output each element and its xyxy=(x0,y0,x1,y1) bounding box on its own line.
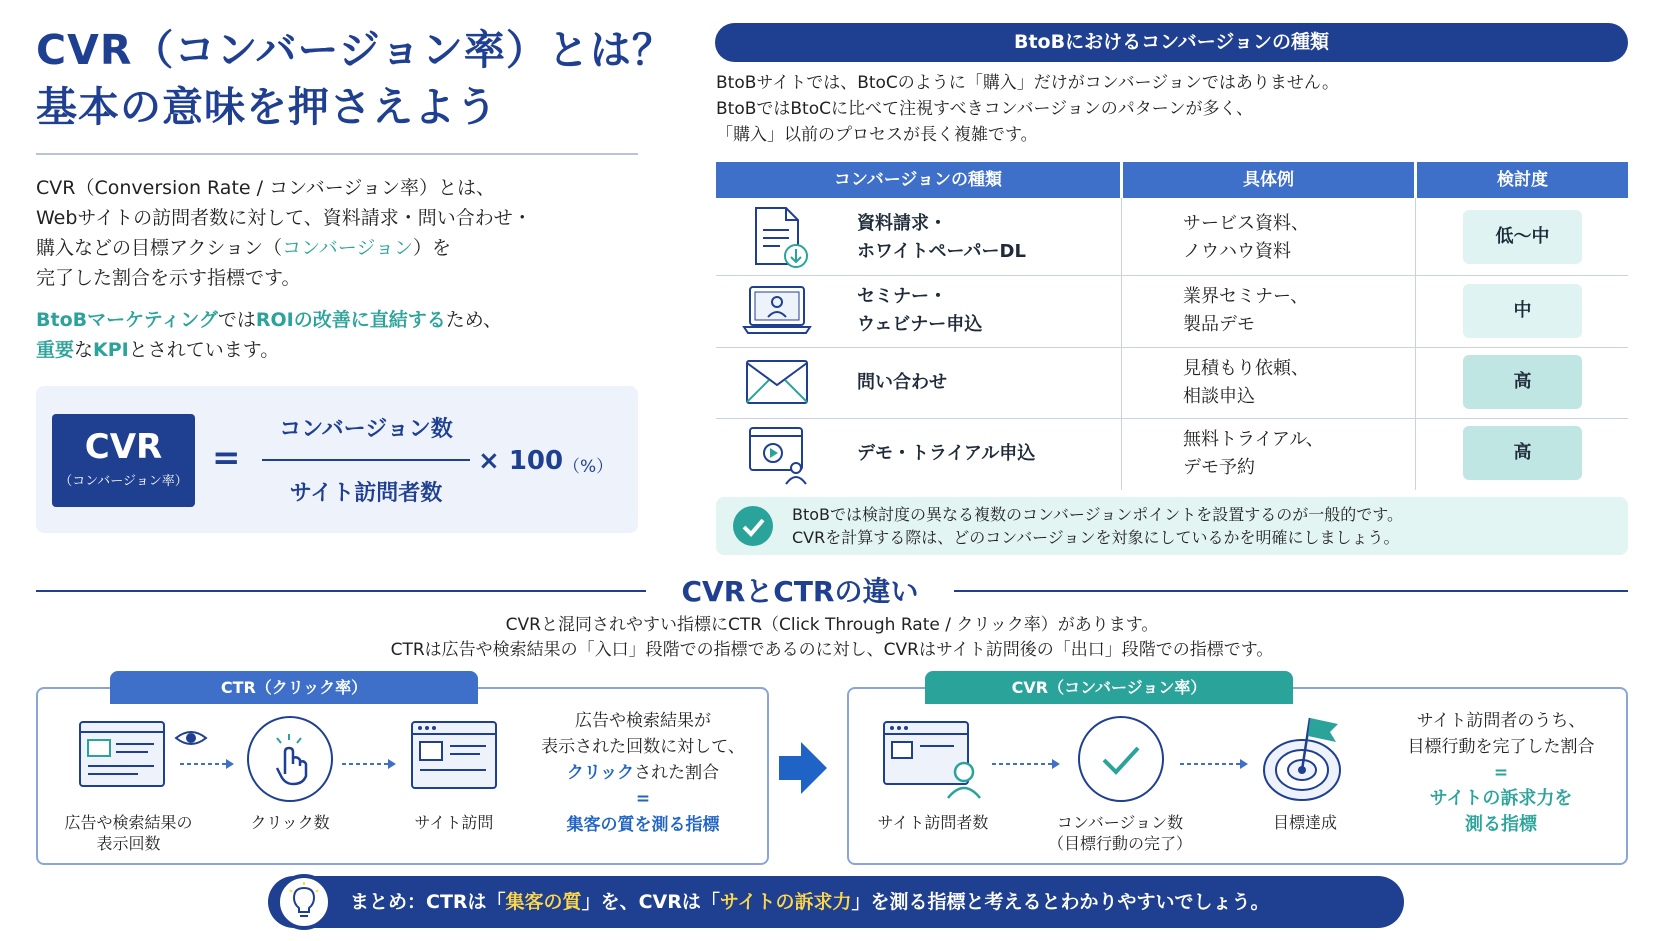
ctr-step-impressions: 広告や検索結果の 表示回数 xyxy=(64,813,193,853)
list-item: セミナー・ ウェビナー申込 xyxy=(857,286,983,335)
section-rule-right xyxy=(954,590,1628,592)
formula-denominator: サイト訪問者数 xyxy=(289,481,443,506)
table-header-level: 検討度 xyxy=(1417,162,1628,198)
envelope-icon xyxy=(742,357,812,417)
check-circle-icon xyxy=(1076,714,1166,808)
list-item: 見積もり依頼、 相談申込 xyxy=(1183,358,1309,407)
section-desc: CVRと混同されやすい指標にCTR（Click Through Rate / クリック率）があります。 CTRは広告や検索結果の「入口」段階での指標であるのに対し、CVRはサイト訪問後の「出口」段階での指標です。 xyxy=(390,615,1274,660)
section-rule-left xyxy=(36,590,646,592)
document-download-icon xyxy=(742,206,812,266)
cvr-description: サイト訪問者のうち、 目標行動を完了した割合 = サイトの訴求力を 測る指標 xyxy=(1407,711,1595,835)
section-title: CVRとCTRの違い xyxy=(681,575,919,608)
cvr-step-goal: 目標達成 xyxy=(1272,813,1337,832)
cvr-tab: CVR（コンバージョン率） xyxy=(925,671,1293,704)
flow-arrow-icon xyxy=(342,755,398,774)
table-row-divider xyxy=(716,347,1628,348)
formula-numerator: コンバージョン数 xyxy=(279,417,453,442)
list-item: 資料請求・ ホワイトペーパーDL xyxy=(857,213,1026,262)
list-item: 問い合わせ xyxy=(857,372,947,393)
laptop-user-icon xyxy=(742,283,812,343)
summary-text: まとめ：CTRは「集客の質」を、CVRは「サイトの訴求力」を測る指標と考えるとわかりやすいでしょう。 xyxy=(350,891,1270,913)
cvr-step-visitors: サイト訪問者数 xyxy=(877,813,989,832)
target-flag-icon xyxy=(1262,712,1346,808)
flow-arrow-icon xyxy=(992,755,1062,774)
list-item: サービス資料、 ノウハウ資料 xyxy=(1183,213,1309,262)
table-row-divider xyxy=(716,275,1628,276)
ctr-step-visit: サイト訪問 xyxy=(414,813,494,832)
title-line-2: 基本の意味を押さえよう xyxy=(36,83,498,131)
table-header-type: コンバージョンの種類 xyxy=(716,162,1120,198)
level-badge: 高 xyxy=(1463,355,1582,409)
table-col-divider xyxy=(1121,198,1122,490)
intro-kpi-paragraph: BtoBマーケティングではROIの改善に直結するため、 重要なKPIとされています。 xyxy=(36,309,502,361)
website-visitor-icon xyxy=(882,720,982,804)
table-col-divider xyxy=(1415,198,1416,490)
website-icon xyxy=(410,720,498,794)
fraction-line xyxy=(262,459,470,461)
video-demo-icon xyxy=(742,424,812,484)
ctr-description: 広告や検索結果が 表示された回数に対して、 クリックされた割合 = 集客の質を測る指標 xyxy=(541,711,745,835)
flow-arrow-icon xyxy=(180,755,236,774)
list-item: 業界セミナー、 製品デモ xyxy=(1183,286,1309,335)
big-arrow-icon xyxy=(777,740,829,800)
title-divider xyxy=(36,153,638,155)
formula-times: × 100 xyxy=(478,446,564,476)
lightbulb-icon xyxy=(276,874,332,930)
click-hand-icon xyxy=(245,714,335,808)
formula-unit: （%） xyxy=(563,457,614,477)
info-note-text: BtoBでは検討度の異なる複数のコンバージョンポイントを設置するのが一般的です。 CVRを計算する際は、どのコンバージョンを対象にしているかを明確にしましょう。 xyxy=(792,505,1403,547)
ctr-tab: CTR（クリック率） xyxy=(110,671,478,704)
page-title xyxy=(36,22,674,136)
cvr-step-conversions: コンバージョン数 （目標行動の完了） xyxy=(1047,813,1192,853)
table-row-divider xyxy=(716,418,1628,419)
flow-arrow-icon xyxy=(1180,755,1250,774)
list-item: デモ・トライアル申込 xyxy=(857,443,1036,464)
list-item: 無料トライアル、 デモ予約 xyxy=(1183,429,1324,478)
intro-paragraph: CVR（Conversion Rate / コンバージョン率）とは、 Webサイトの訪問者数に対して、資料請求・問い合わせ・ 購入などの目標アクション（コンバージョン）を 完了した割合を示す指標です。 xyxy=(36,177,532,289)
check-icon xyxy=(733,506,773,546)
conversion-types-header: BtoBにおけるコンバージョンの種類 xyxy=(715,23,1628,62)
conversion-types-desc: BtoBサイトでは、BtoCのように「購入」だけがコンバージョンではありません。 BtoBではBtoCに比べて注視すべきコンバージョンのパターンが多く、 「購入」以前のプロセスが長く複雑です。 xyxy=(716,73,1339,145)
level-badge: 低〜中 xyxy=(1463,210,1582,264)
level-badge: 中 xyxy=(1463,284,1582,338)
level-badge: 高 xyxy=(1463,426,1582,480)
table-header-example: 具体例 xyxy=(1123,162,1414,198)
formula-equals: = xyxy=(212,438,241,478)
cvr-label-box: CVR （コンバージョン率） xyxy=(52,414,195,507)
ctr-step-clicks: クリック数 xyxy=(250,813,330,832)
title-line-1: CVR（コンバージョン率）とは？ xyxy=(36,26,674,74)
